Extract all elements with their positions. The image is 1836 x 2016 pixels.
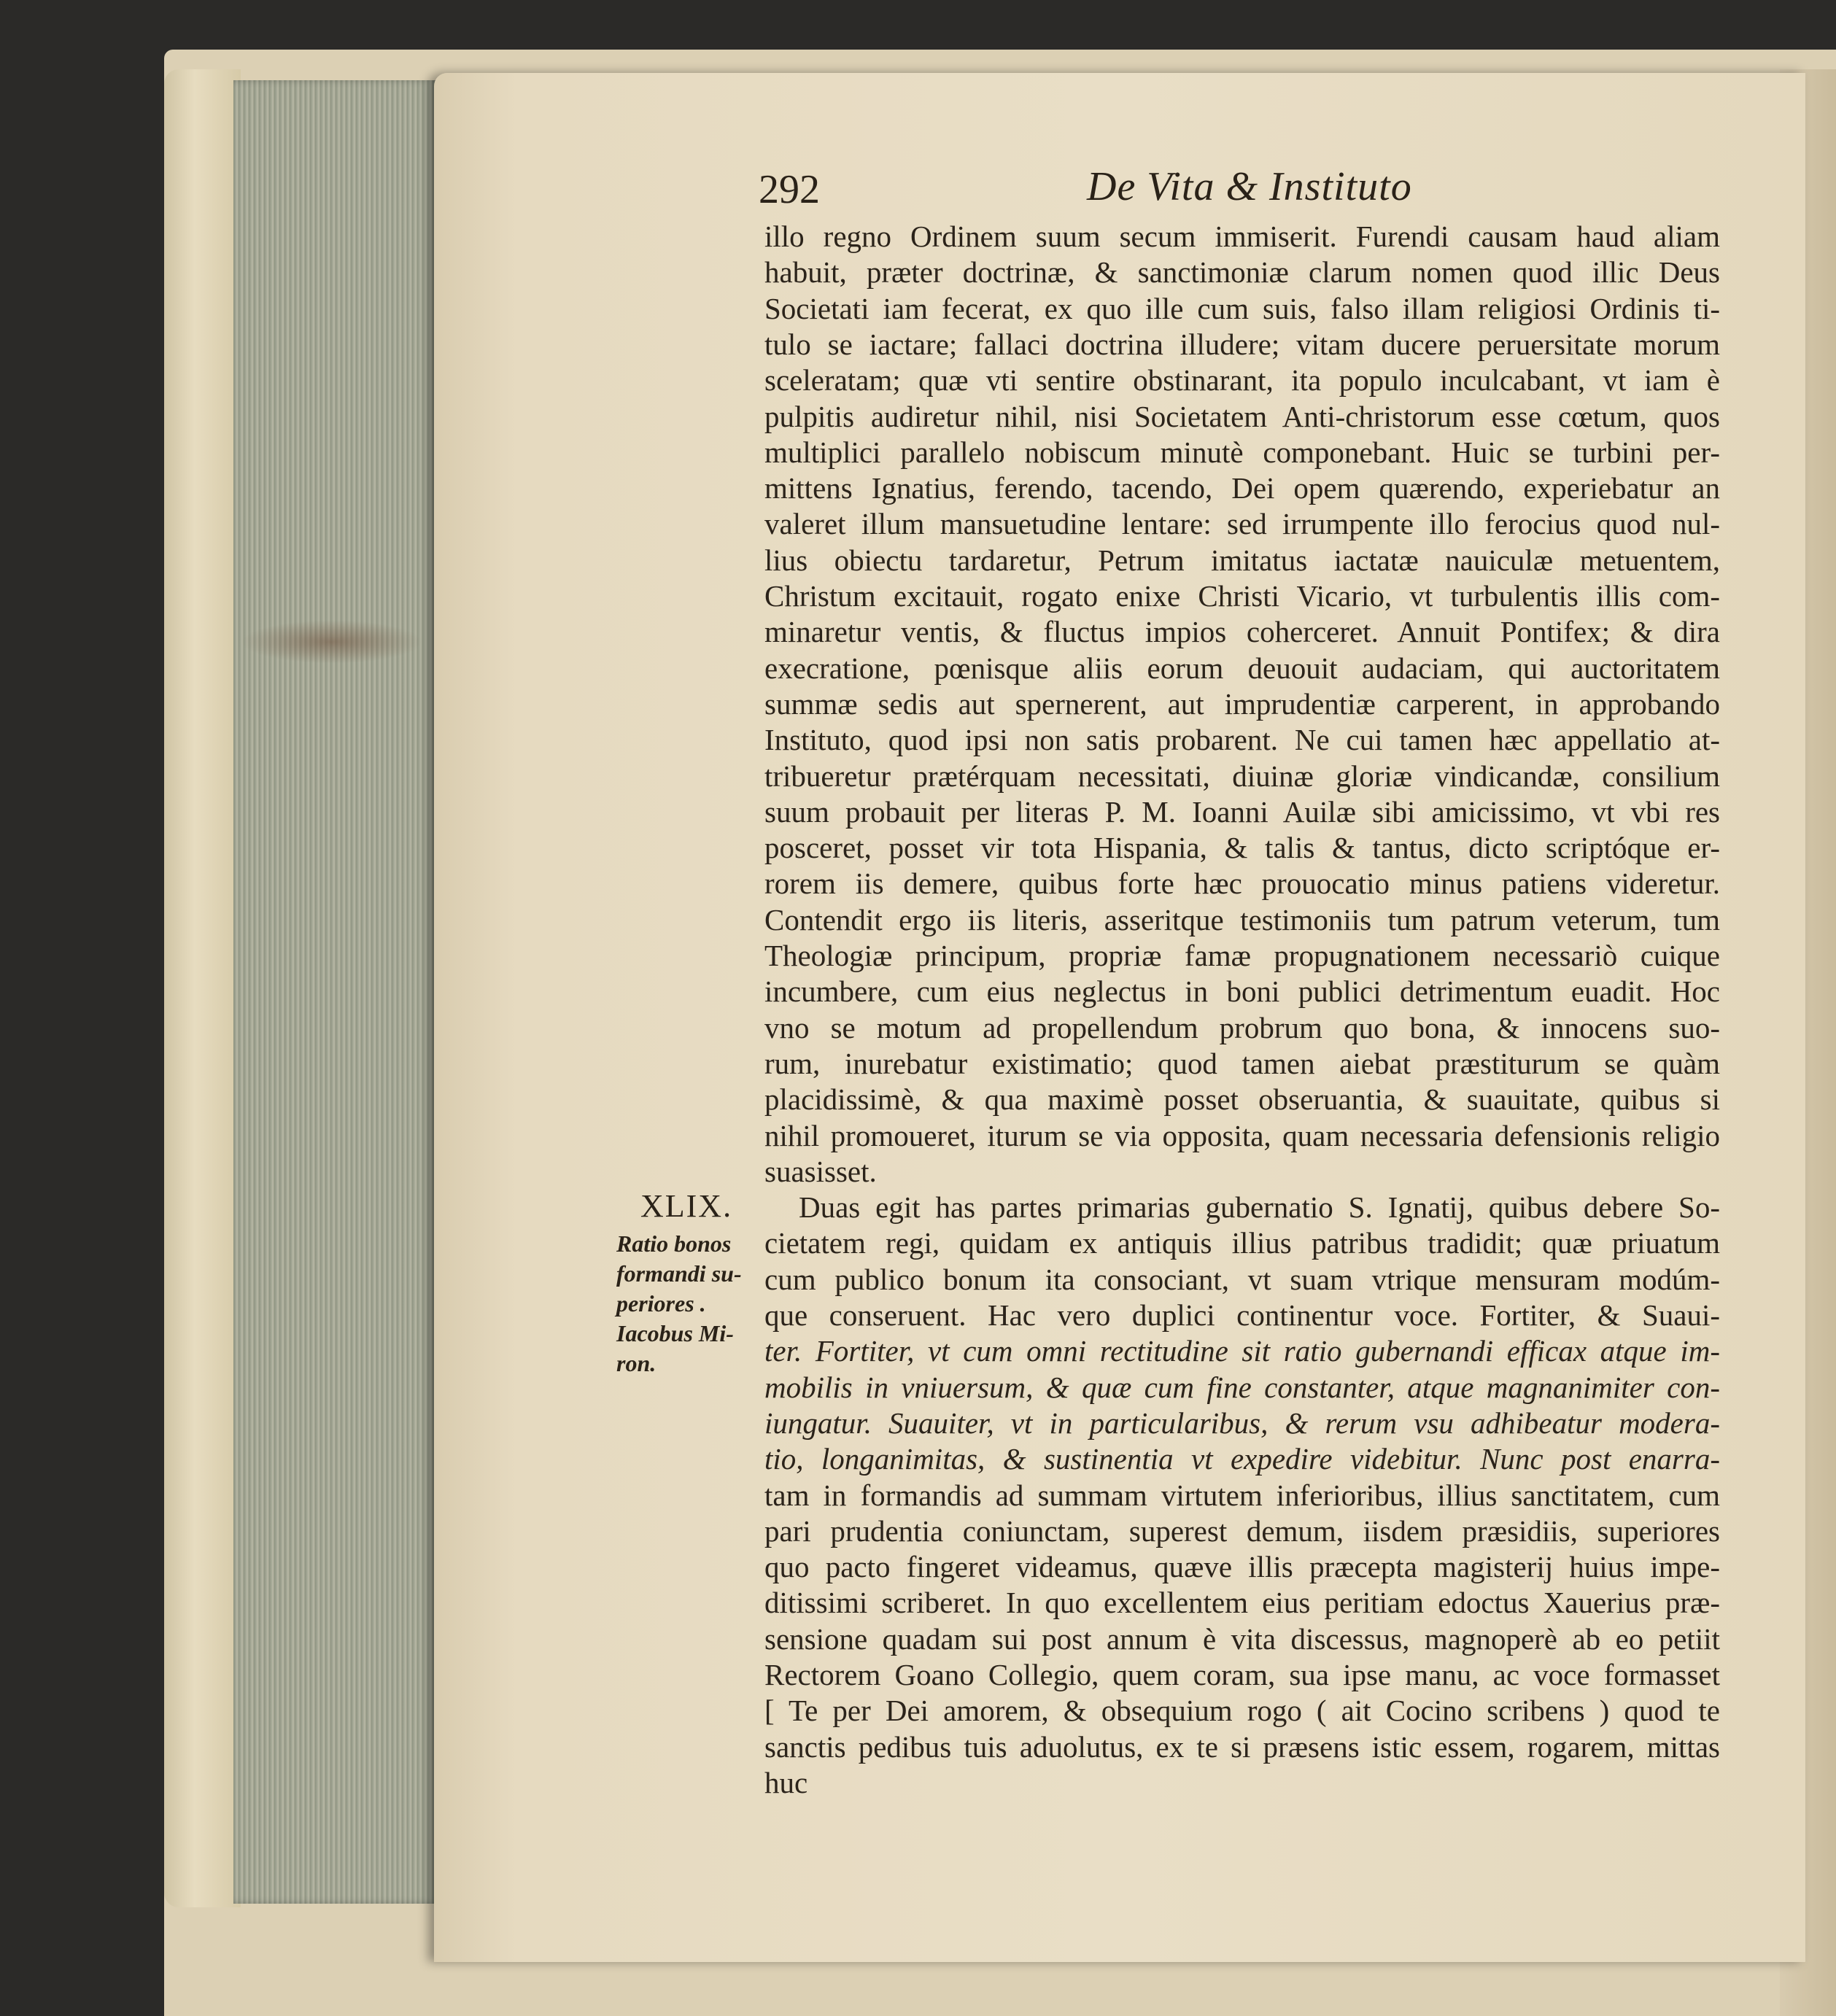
vellum-cover-edge [164,69,241,1907]
margin-note-line: Ratio bonos [616,1230,732,1257]
page-edges [233,80,438,1904]
text-line: rorem iis demere, quibus forte hæc prouocatio minus patiens videretur. [764,867,1720,900]
text-line: suasisset. [764,1155,877,1188]
text-line: Instituto, quod ipsi non satis probarent. Ne cui tamen hæc appellatio at- [764,723,1720,756]
edge-stain [241,620,423,664]
text-line: ditissimi scriberet. In quo excellentem eius peritiam edoctus Xauerius præ- [764,1586,1720,1619]
text-line: multiplici parallelo nobiscum minutè componebant. Huic se turbini per- [764,435,1720,469]
text-line: Christum excitauit, rogato enixe Christi Vicario, vt turbulentis illis com- [764,579,1720,613]
text-line: sanctis pedibus tuis aduolutus, ex te si præsens istic essem, rogarem, mittas [764,1730,1720,1764]
text-line: Societati iam fecerat, ex quo ille cum suis, falso illam religiosi Ordinis ti- [764,292,1720,325]
margin-note-line: ron. [616,1350,656,1376]
text-line: valeret illum mansuetudine lentare: sed irrumpente illo ferocius quod nul- [764,507,1720,540]
text-line: iungatur. Suauiter, vt in particularibus, & rerum vsu adhibeatur modera- [764,1406,1720,1440]
text-line: ter. Fortiter, vt cum omni rectitudine sit ratio gubernandi efficax atque im- [764,1334,1720,1368]
text-line: pari prudentia coniunctam, superest demum, iisdem præsidiis, superiores [764,1514,1720,1548]
section-numeral: XLIX. [640,1188,733,1224]
text-line: tulo se iactare; fallaci doctrina illudere; vitam ducere peruersitate morum [764,327,1720,361]
text-line: execratione, pœnisque aliis eorum deuouit audaciam, qui auctoritatem [764,651,1720,685]
text-line: mobilis in vniuersum, & quæ cum fine constanter, atque magnanimiter con- [764,1371,1720,1404]
text-line: habuit, præter doctrinæ, & sanctimoniæ clarum nomen quod illic Deus [764,255,1720,289]
margin-note-line: formandi su- [616,1260,742,1287]
text-line: huc [764,1766,808,1799]
text-line: summæ sedis aut spernerent, aut imprudentiæ carperent, in approbando [764,687,1720,721]
text-line: lius obiectu tardaretur, Petrum imitatus iactatæ nauiculæ metuentem, [764,543,1720,577]
text-line: rum, inurebatur existimatio; quod tamen aiebat præstiturum se quàm [764,1047,1720,1080]
text-line: minaretur ventis, & fluctus impios coherceret. Annuit Pontifex; & dira [764,615,1720,648]
text-line: cum publico bonum ita consociant, vt suam vtrique mensuram modúm- [764,1263,1720,1296]
text-line: Duas egit has partes primarias gubernatio S. Ignatij, quibus debere So- [799,1190,1720,1224]
text-line: [ Te per Dei amorem, & obsequium rogo ( ait Cocino scribens ) quod te [764,1694,1720,1727]
text-line: illo regno Ordinem suum secum immiserit. Furendi causam haud aliam [764,220,1720,253]
text-line: posceret, posset vir tota Hispania, & talis & tantus, dicto scriptóque er- [764,831,1720,864]
running-head: De Vita & Instituto [1087,164,1412,209]
text-line: quo pacto fingeret videamus, quæve illis præcepta magisterij huius impe- [764,1550,1720,1583]
text-line: Rectorem Goano Collegio, quem coram, sua ipse manu, ac voce formasset [764,1658,1720,1691]
margin-note-line: periores . [616,1290,706,1317]
text-line: suum probauit per literas P. M. Ioanni Auilæ sibi amicissimo, vt vbi res [764,795,1720,829]
margin-note-line: Iacobus Mi- [616,1320,734,1346]
text-line: incumbere, cum eius neglectus in boni publici detrimentum euadit. Hoc [764,974,1720,1008]
text-line: sceleratam; quæ vti sentire obstinarant, ita populo inculcabant, vt iam è [764,363,1720,397]
page-number: 292 [759,167,820,212]
text-line: mittens Ignatius, ferendo, tacendo, Dei opem quærendo, experiebatur an [764,471,1720,505]
text-line: que conseruent. Hac vero duplici continentur voce. Fortiter, & Suaui- [764,1298,1720,1332]
text-line: cietatem regi, quidam ex antiquis illius patribus tradidit; quæ priuatum [764,1226,1720,1260]
text-line: tam in formandis ad summam virtutem inferioribus, illius sanctitatem, cum [764,1478,1720,1512]
text-line: tio, longanimitas, & sustinentia vt expedire videbitur. Nunc post enarra- [764,1442,1720,1476]
text-line: nihil promoueret, iturum se via opposita, quam necessaria defensionis religio [764,1119,1720,1152]
text-line: tribueretur prætérquam necessitati, diuinæ gloriæ vindicandæ, consilium [764,759,1720,793]
text-line: placidissimè, & qua maximè posset obseruantia, & suauitate, quibus si [764,1082,1720,1116]
text-line: Theologiæ principum, propriæ famæ propugnationem necessariò cuique [764,939,1720,972]
text-line: sensione quadam sui post annum è vita discessus, magnoperè ab eo petiit [764,1622,1720,1656]
text-line: pulpitis audiretur nihil, nisi Societatem Anti-christorum esse cœtum, quos [764,400,1720,433]
text-line: Contendit ergo iis literis, asseritque testimoniis tum patrum veterum, tum [764,903,1720,937]
text-line: vno se motum ad propellendum probrum quo bona, & innocens suo- [764,1011,1720,1044]
